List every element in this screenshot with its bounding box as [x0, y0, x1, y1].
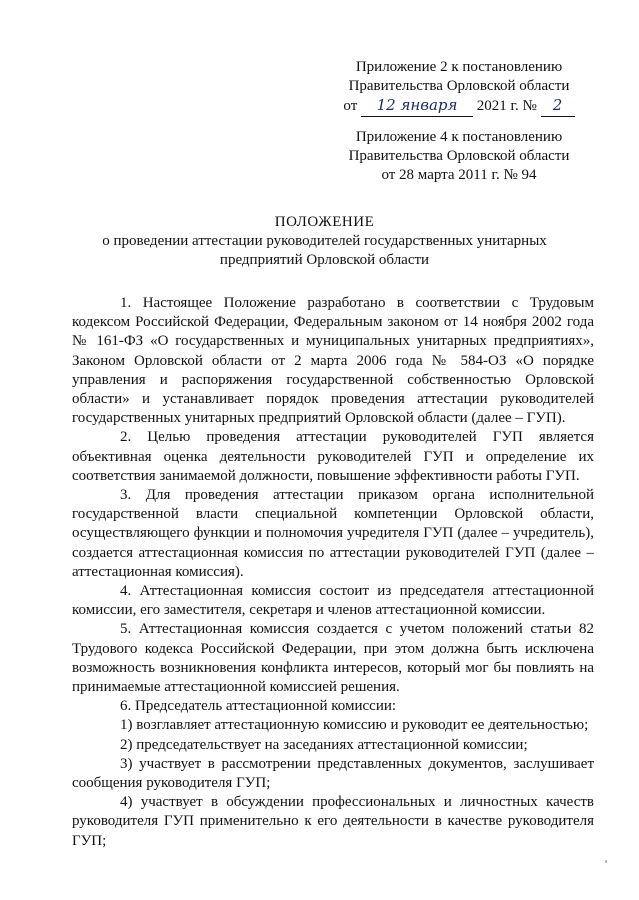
title-subtitle: предприятий Орловской области [219, 252, 430, 268]
appendix-2-header [329, 58, 589, 117]
handwritten-number: 2 [552, 96, 563, 114]
date-field [361, 96, 473, 117]
appendix-line: Приложение 4 к постановлению [355, 129, 563, 145]
title-main: ПОЛОЖЕНИЕ [274, 214, 375, 230]
list-item: 3) участвует в рассмотрении представленных документов, заслушивает сообщения руководителя ГУП; [72, 755, 594, 792]
appendix-date-line [329, 96, 589, 117]
list-item: 2) председательствует на заседаниях аттестационной комиссии; [120, 736, 528, 753]
handwritten-date: 12 января [376, 96, 458, 114]
appendix-line: Правительства Орловской области [348, 78, 570, 94]
date-prefix: от [343, 98, 358, 114]
appendix-line: от 28 марта 2011 г. № 94 [381, 167, 537, 183]
list-item: 1) возглавляет аттестационную комиссию и руководит ее деятельностью; [120, 717, 589, 734]
paragraph: 4. Аттестационная комиссия состоит из председателя аттестационной комиссии, его заместителя, секретаря и членов аттестационной комиссии. [72, 583, 594, 619]
paragraph: 3. Для проведения аттестации приказом органа исполнительной государственной власти специальной компетенции Орловской области, осуществляющего функции и полномочия учредителя ГУП (далее – учредитель), создается аттестационная комиссия по аттестации руководителей ГУП (далее – аттестационная комиссия). [72, 487, 594, 580]
document-body [72, 294, 594, 851]
number-field [541, 96, 575, 117]
paragraph: 1. Настоящее Положение разработано в соответствии с Трудовым кодексом Российской Федерации, Федеральным законом от 14 ноября 2002 года № 161-ФЗ «О государственных и муниципальных унитарных предприятиях», Законом Орловской области от 2 марта 2006 года № 584-ОЗ «О порядке управления и распоряжения государственной собственностью Орловской области» и устанавливает порядок проведения аттестации руководителей государственных унитарных предприятий Орловской области (далее – ГУП). [72, 295, 594, 427]
appendix-4-header [329, 128, 589, 185]
paragraph: 5. Аттестационная комиссия создается с учетом положений статьи 82 Трудового кодекса Российской Федерации, при этом должна быть исключена возможность возникновения конфликта интересов, который мог бы повлиять на принимаемые аттестационной комиссией решения. [72, 621, 594, 696]
list-item: 4) участвует в обсуждении профессиональных и личностных качеств руководителя ГУП применительно к его деятельности в качестве руководителя ГУП; [72, 794, 594, 849]
title-subtitle: о проведении аттестации руководителей государственных унитарных [102, 233, 547, 249]
appendix-line: Приложение 2 к постановлению [355, 59, 563, 75]
document-title [40, 213, 609, 270]
year-text: 2021 г. № [476, 98, 537, 114]
appendix-line: Правительства Орловской области [348, 148, 570, 164]
scan-speck [605, 860, 607, 863]
paragraph: 2. Целью проведения аттестации руководителей ГУП является объективная оценка деятельности руководителей ГУП и определение их соответствия занимаемой должности, повышение эффективности работы ГУП. [72, 429, 594, 484]
paragraph: 6. Председатель аттестационной комиссии: [120, 698, 397, 715]
